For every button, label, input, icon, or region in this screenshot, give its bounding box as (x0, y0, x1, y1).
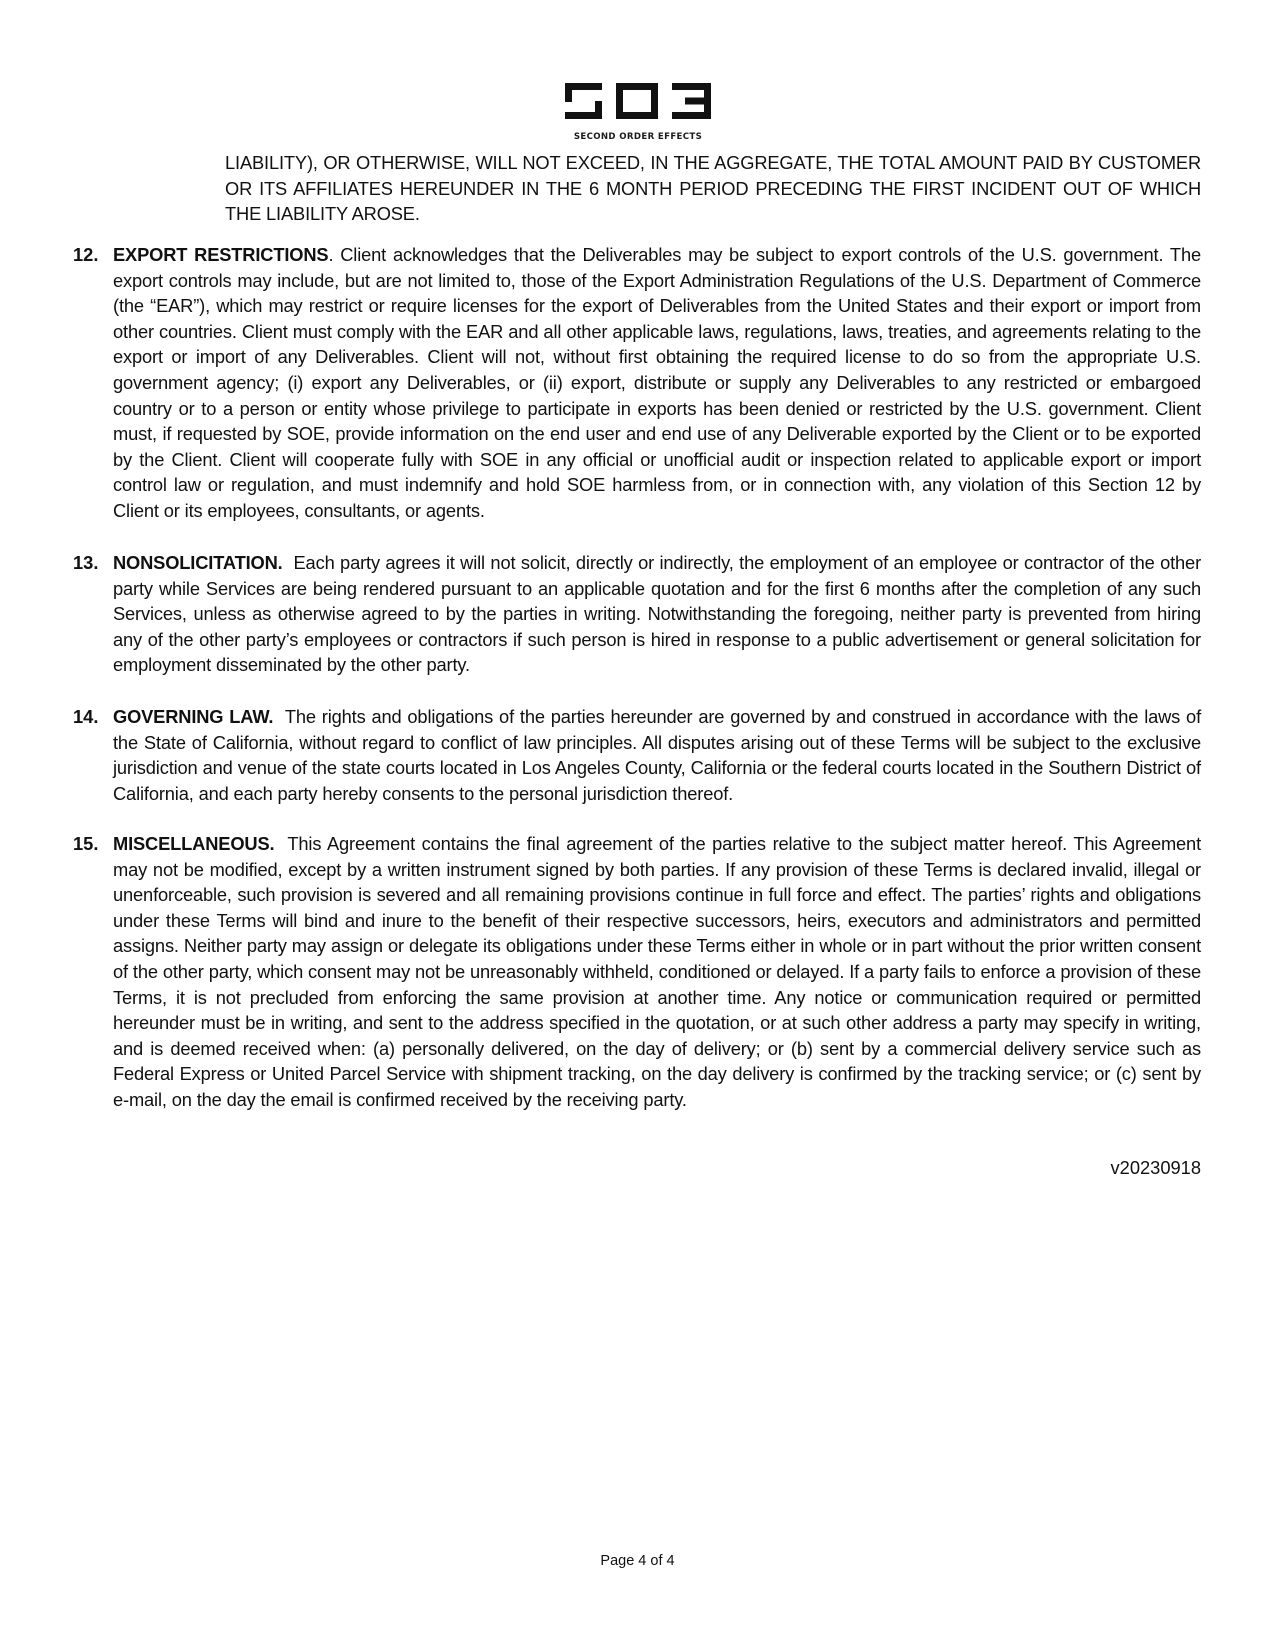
soe-logo-mark-icon (565, 83, 711, 119)
section-text: Client acknowledges that the Deliverables may be subject to export controls of the U.S. government. The export controls may include, but are not limited to, those of the Export Administration Regulations of the U.S. Department of Commerce (the “EAR”), which may restrict or require licenses for the export of Deliverables from the United States and their export or import from other countries. Client must comply with the EAR and all other applicable laws, regulations, laws, treaties, and agreements relating to the export or import of any Deliverables. Client will not, without first obtaining the required license to do so from the appropriate U.S. government agency; (i) export any Deliverables, or (ii) export, distribute or supply any Deliverables to any restricted or embargoed country or to a person or entity whose privilege to participate in exports has been denied or restricted by the U.S. government. Client must, if requested by SOE, provide information on the end user and end use of any Deliverable exported by the Client or to be exported by the Client. Client will cooperate fully with SOE in any official or unofficial audit or inspection related to applicable export or import control law or regulation, and must indemnify and hold SOE harmless from, or in connection with, any violation of this Section 12 by Client or its employees, consultants, or agents. (113, 244, 1201, 521)
section-text: Each party agrees it will not solicit, directly or indirectly, the employment of an employee or contractor of the other party while Services are being rendered pursuant to an applicable quotation and for the first 6 months after the completion of any such Services, unless as otherwise agreed to by the parties in writing. Notwithstanding the foregoing, neither party is prevented from hiring any of the other party’s employees or contractors if such person is hired in response to a public advertisement or general solicitation for employment disseminated by the other party. (113, 552, 1202, 676)
section-number: 14. (73, 706, 99, 727)
heading-suffix: . (328, 244, 341, 265)
section-number: 12. (73, 244, 99, 265)
carryover-paragraph: LIABILITY), OR OTHERWISE, WILL NOT EXCEED, IN THE AGGREGATE, THE TOTAL AMOUNT PAID BY CUSTOMER OR ITS AFFILIATES HEREUNDER IN THE 6 MONTH PERIOD PRECEDING THE FIRST INCIDENT OUT OF WHICH THE LIABILITY AROSE. (225, 152, 1201, 225)
section-number: 13. (73, 552, 99, 573)
section-body (113, 704, 1201, 806)
page-number: Page 4 of 4 (600, 1553, 675, 1569)
section-body (113, 831, 1201, 1113)
soe-logo (565, 83, 711, 145)
section-heading: NONSOLICITATION. (113, 552, 283, 573)
section-heading: MISCELLANEOUS. (113, 833, 275, 854)
heading-suffix (273, 706, 284, 727)
section-heading: GOVERNING LAW. (113, 706, 274, 727)
section-heading: EXPORT RESTRICTIONS (113, 244, 329, 265)
heading-suffix (283, 552, 294, 573)
section-body (113, 242, 1201, 524)
section-body (113, 550, 1201, 678)
section-text: The rights and obligations of the parties hereunder are governed by and construed in accordance with the laws of the State of California, without regard to conflict of law principles. All disputes arising out of these Terms will be subject to the exclusive jurisdiction and venue of the state courts located in Los Angeles County, California or the federal courts located in the Southern District of California, and each party hereby consents to the personal jurisdiction thereof. (113, 706, 1202, 804)
document-version: v20230918 (1110, 1157, 1201, 1178)
section-text: This Agreement contains the final agreement of the parties relative to the subject matter hereof. This Agreement may not be modified, except by a written instrument signed by both parties. If any provision of these Terms is declared invalid, illegal or unenforceable, such provision is severed and all remaining provisions continue in full force and effect. The parties’ rights and obligations under these Terms will bind and inure to the benefit of their respective successors, heirs, executors and administrators and permitted assigns. Neither party may assign or delegate its obligations under these Terms either in whole or in part without the prior written consent of the other party, which consent may not be unreasonably withheld, conditioned or delayed. If a party fails to enforce a provision of these Terms, it is not precluded from enforcing the same provision at another time. Any notice or communication required or permitted hereunder must be in writing, and sent to the address specified in the quotation, or at such other address a party may specify in writing, and is deemed received when: (a) personally delivered, on the day of delivery; or (b) sent by a commercial delivery service such as Federal Express or United Parcel Service with shipment tracking, on the day delivery is confirmed by the tracking service; or (c) sent by e-mail, on the day the email is confirmed received by the receiving party. (113, 833, 1201, 1110)
heading-suffix (274, 833, 287, 854)
section-number: 15. (73, 833, 99, 854)
logo-caption: SECOND ORDER EFFECTS (573, 132, 703, 142)
